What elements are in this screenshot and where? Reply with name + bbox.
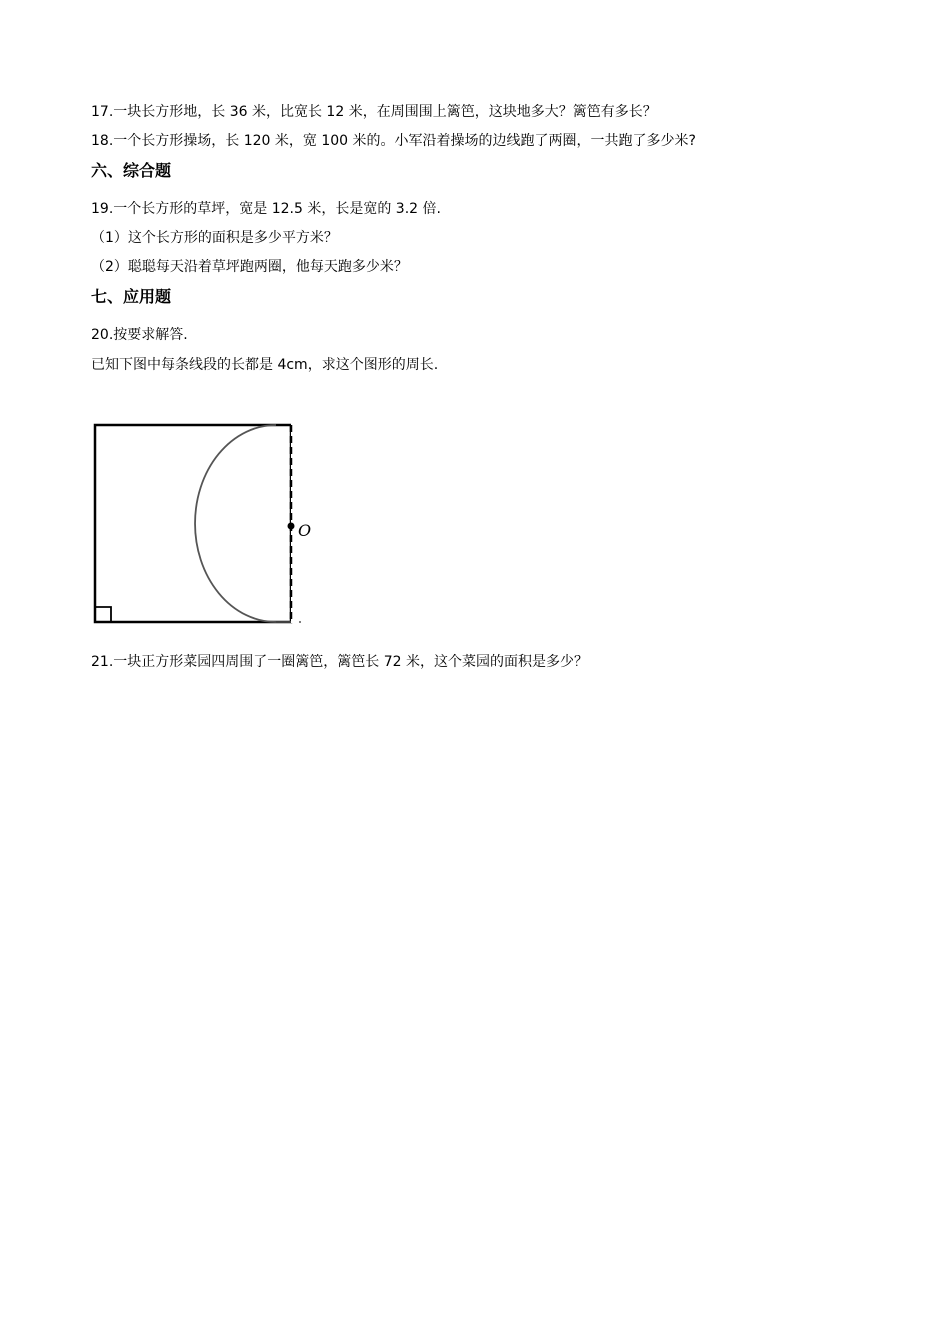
question-19-part-2: （2）聪聪每天沿着草坪跑两圈，他每天跑多少米？	[91, 259, 408, 275]
question-18: 18.一个长方形操场，长 120 米，宽 100 米的。小军沿着操场的边线跑了两圈，一共跑了多少米?	[91, 133, 696, 149]
question-17: 17.一块长方形地，长 36 米，比宽长 12 米，在周围围上篱笆，这块地多大？篱笆有多长？	[91, 104, 657, 120]
center-label: O	[298, 521, 312, 540]
question-21: 21.一块正方形菜园四周围了一圈篱笆，篱笆长 72 米，这个菜园的面积是多少？	[91, 654, 588, 670]
section-heading-six: 六、综合题	[91, 161, 172, 180]
center-point	[288, 523, 295, 530]
question-20: 20.按要求解答.	[91, 327, 188, 343]
question-19-part-1: （1）这个长方形的面积是多少平方米？	[91, 230, 338, 246]
square-outline	[95, 425, 291, 622]
geometry-figure	[88, 418, 328, 630]
question-19: 19.一个长方形的草坪，宽是 12.5 米，长是宽的 3.2 倍.	[91, 201, 441, 217]
semicircle-arc	[195, 425, 276, 622]
section-heading-seven: 七、应用题	[91, 287, 172, 306]
question-20-description: 已知下图中每条线段的长都是 4cm，求这个图形的周长.	[91, 357, 439, 373]
right-angle-marker	[95, 607, 111, 622]
